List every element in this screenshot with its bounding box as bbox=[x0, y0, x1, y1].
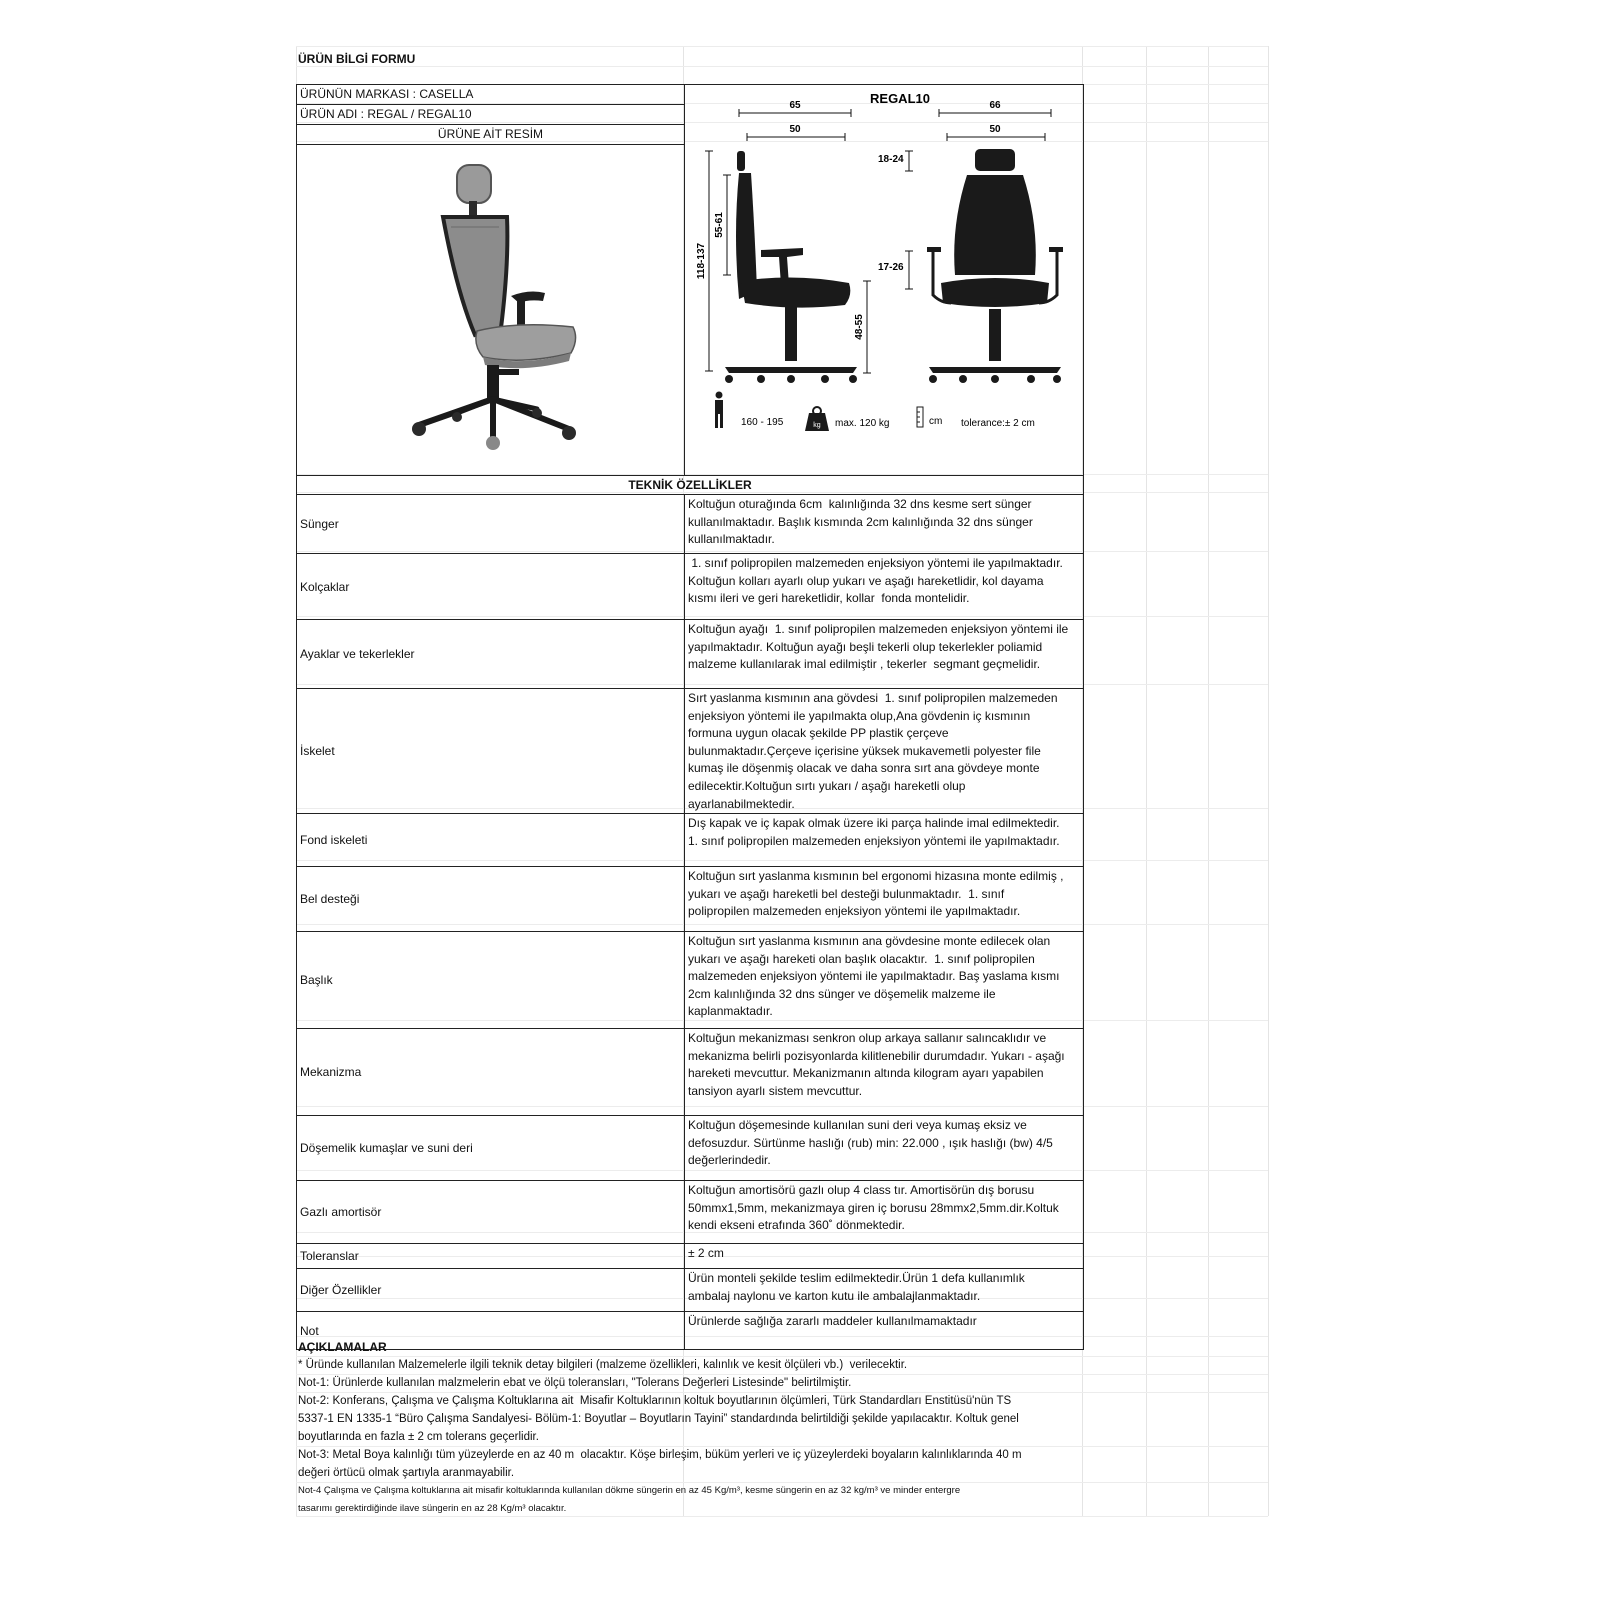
product-name-cell: ÜRÜN ADI : REGAL / REGAL10 bbox=[297, 105, 684, 125]
spec-label: Bel desteği bbox=[297, 867, 685, 931]
spec-value-line: malzemeden enjeksiyon yöntemi ile yapılmaktadır. Baş yaslama kısmı bbox=[688, 969, 1060, 984]
spec-value-line: enjeksiyon yöntemi ile yapılmakta olup,Ana gövdenin iç kısmının bbox=[688, 708, 1031, 723]
spec-value-line: ± 2 cm bbox=[688, 1246, 724, 1260]
spec-value-line: yapılmaktadır. Koltuğun ayağı beşli tekerli olup tekerlekler poliamid bbox=[688, 639, 1043, 654]
spec-value bbox=[685, 814, 1083, 866]
spec-row bbox=[297, 867, 1083, 932]
spec-value bbox=[685, 932, 1083, 1028]
spec-value-line: 50mmx1,5mm, mekanizmaya giren iç borusu 28mmx2,5mm.dir.Koltuk bbox=[688, 1200, 1059, 1215]
brand-cell: ÜRÜNÜN MARKASI : CASELLA bbox=[297, 85, 684, 105]
spec-value-line: Koltuğun sırt yaslanma kısmının ana gövdesine monte edilecek olan bbox=[688, 934, 1051, 948]
product-meta-column bbox=[297, 85, 685, 475]
technical-specs-table bbox=[297, 495, 1083, 1349]
product-photo bbox=[297, 143, 684, 475]
person-icon bbox=[716, 392, 723, 399]
spec-row bbox=[297, 1269, 1083, 1312]
note-line: Not-2: Konferans, Çalışma ve Çalışma Koltuklarına ait Misafir Koltuklarının koltuk boyutlarının ölçümleri, Türk Standardları Enstitüsü'nün TS bbox=[298, 1395, 1012, 1407]
note-line: boyutlarında en fazla ± 2 cm tolerans geçerlidir. bbox=[298, 1431, 539, 1443]
note-line: * Üründe kullanılan Malzemelerle ilgili teknik detay bilgileri (malzeme özellikleri, kalınlık ve kesit ölçüleri vb.) verilecektir. bbox=[298, 1359, 908, 1371]
spec-value-line: yukarı ve aşağı hareketli bel desteği bulunmaktadır. 1. sınıf bbox=[688, 886, 1005, 901]
spec-label: Kolçaklar bbox=[297, 554, 685, 619]
spec-value-line: değerlerindedir. bbox=[688, 1153, 771, 1168]
note4-line: Not-4 Çalışma ve Çalışma koltuklarına ait misafir koltuklarında kullanılan dökme süngerin en az 45 Kg/m³, kesme süngerin en az 32 kg/m³ ve minder entergre bbox=[298, 1485, 961, 1496]
notes-section bbox=[296, 1338, 1082, 1518]
spec-value bbox=[685, 689, 1083, 813]
unit-label: cm bbox=[929, 416, 943, 427]
spec-value-line: Koltuğun oturağında 6cm kalınlığında 32 dns kesme sert sünger bbox=[688, 497, 1032, 511]
spec-value-line: 1. sınıf polipropilen malzemeden enjeksiyon yöntemi ile yapılmaktadır. bbox=[688, 556, 1063, 570]
spec-value bbox=[685, 554, 1083, 619]
notes-list bbox=[296, 1356, 1082, 1518]
spec-value-line: kullanılmaktadır. bbox=[688, 532, 775, 547]
image-caption-cell: ÜRÜNE AİT RESİM bbox=[297, 125, 684, 145]
spec-row bbox=[297, 814, 1083, 867]
headrest-range-label: 18-24 bbox=[878, 154, 904, 165]
note-line: 5337-1 EN 1335-1 “Büro Çalışma Sandalyesi- Bölüm-1: Boyutlar – Boyutların Tayini” standardında belirtildiği şekilde yapılacaktır. Koltuk genel bbox=[298, 1413, 1019, 1425]
spec-value-line: hareketi mevcuttur. Mekanizmanın altında kilogram ayarı yapabilen bbox=[688, 1066, 1044, 1081]
front-width-inner-label: 50 bbox=[989, 124, 1001, 135]
chair-photo-illustration bbox=[297, 143, 684, 475]
spec-value-line: Koltuğun mekanizması senkron olup arkaya sallanır salıncaklıdır ve bbox=[688, 1031, 1047, 1045]
spec-value-line: kısmı ileri ve geri hareketlidir, kollar fonda montelidir. bbox=[688, 591, 970, 606]
spec-value-line: tansiyon ayarlı sistem mevcuttur. bbox=[688, 1083, 863, 1098]
note-line: Not-3: Metal Boya kalınlığı tüm yüzeylerde en az 40 m olacaktır. Köşe birleşim, büküm yerleri ve iç yüzeylerdeki boyaların kalınlıklarında 40 m bbox=[298, 1449, 1022, 1461]
spec-row bbox=[297, 1029, 1083, 1116]
total-height-label: 118-137 bbox=[696, 242, 707, 280]
note4-line: tasarımı gerektirdiğinde ilave süngerin en az 28 Kg/m³ olacaktır. bbox=[298, 1503, 567, 1514]
spec-value-line: 2cm kalınlığında 32 dns sünger ve döşemelik malzeme ile bbox=[688, 986, 996, 1001]
user-height-label: 160 - 195 bbox=[741, 417, 784, 428]
spec-row bbox=[297, 689, 1083, 814]
form-title: ÜRÜN BİLGİ FORMU bbox=[298, 52, 416, 66]
spec-label: İskelet bbox=[297, 689, 685, 813]
spec-value-line: malzeme kullanılarak imal edilmiştir , tekerler segmant geçmelidir. bbox=[688, 657, 1041, 672]
front-width-outer-label: 66 bbox=[989, 100, 1001, 111]
spec-value bbox=[685, 867, 1083, 931]
notes-header: AÇIKLAMALAR bbox=[298, 1340, 387, 1354]
spec-value-line: Koltuğun amortisörü gazlı olup 4 class tır. Amortisörün dış borusu bbox=[688, 1183, 1035, 1197]
note-line: değeri örtücü olmak şartıyla aranmayabilir. bbox=[298, 1467, 515, 1479]
spec-row bbox=[297, 620, 1083, 689]
spec-label: Not bbox=[297, 1312, 685, 1349]
spec-value-line: Ürünlerde sağlığa zararlı maddeler kullanılmamaktadır bbox=[688, 1314, 977, 1328]
spec-value-line: 1. sınıf polipropilen malzemeden enjeksiyon yöntemi ile yapılmaktadır. bbox=[688, 833, 1060, 848]
spec-row bbox=[297, 932, 1083, 1029]
spec-value-line: edilecektir.Koltuğun sırtı yukarı / aşağı hareketli olup bbox=[688, 778, 966, 793]
technical-specs-header: TEKNİK ÖZELLİKLER bbox=[297, 476, 1083, 495]
spec-value bbox=[685, 1269, 1083, 1311]
spec-label: Toleranslar bbox=[297, 1244, 685, 1268]
spec-value-line: polipropilen malzemeden enjeksiyon yöntemi ile yapılmaktadır. bbox=[688, 904, 1021, 919]
spec-label: Mekanizma bbox=[297, 1029, 685, 1115]
spec-value bbox=[685, 495, 1083, 553]
form-frame bbox=[296, 84, 1084, 1350]
spec-value-line: bulunmaktadır.Çerçeve içerisine yüksek mukavemetli polyester file bbox=[688, 743, 1041, 758]
spec-value bbox=[685, 1116, 1083, 1180]
spec-label: Gazlı amortisör bbox=[297, 1181, 685, 1243]
spec-value-line: yukarı ve aşağı hareketi olan başlık olacaktır. 1. sınıf polipropilen bbox=[688, 951, 1035, 966]
spec-value-line: Koltuğun ayağı 1. sınıf polipropilen malzemeden enjeksiyon yöntemi ile bbox=[688, 622, 1069, 636]
dimension-drawing bbox=[685, 85, 1083, 475]
spec-row bbox=[297, 1116, 1083, 1181]
spec-row bbox=[297, 554, 1083, 620]
spec-value-line: defosuzdur. Sürtünme haslığı (rub) min: 22.000 , ışık haslığı (bw) 4/5 bbox=[688, 1135, 1053, 1150]
tolerance-label: tolerance:± 2 cm bbox=[961, 418, 1035, 429]
spec-value bbox=[685, 1029, 1083, 1115]
spec-value-line: kendi ekseni etrafında 360˚ dönmektedir. bbox=[688, 1218, 905, 1233]
note-line: Not-1: Ürünlerde kullanılan malzmelerin ebat ve ölçü toleransları, "Tolerans Değerleri Listesinde" belirtilmiştir. bbox=[298, 1377, 852, 1389]
spec-value bbox=[685, 620, 1083, 688]
spec-label: Döşemelik kumaşlar ve suni deri bbox=[297, 1116, 685, 1180]
spec-value bbox=[685, 1244, 1083, 1268]
side-width-inner-label: 50 bbox=[789, 124, 801, 135]
side-width-outer-label: 65 bbox=[789, 100, 801, 111]
spec-value-line: Koltuğun döşemesinde kullanılan suni deri veya kumaş eksiz ve bbox=[688, 1118, 1027, 1132]
max-load-label: max. 120 kg bbox=[835, 418, 890, 429]
spec-value-line: kumaş ile döşenmiş olacak ve daha sonra sırt ana gövdeye monte bbox=[688, 761, 1040, 776]
weight-icon-label: kg bbox=[813, 422, 821, 429]
spec-value-line: formuna uygun olacak şekilde PP plastik çerçeve bbox=[688, 726, 949, 741]
back-height-label: 55-61 bbox=[714, 212, 725, 238]
chair-dimension-drawing bbox=[685, 85, 1083, 475]
spec-value-line: Sırt yaslanma kısmının ana gövdesi 1. sınıf polipropilen malzemeden bbox=[688, 691, 1058, 705]
spec-value-line: Ürün monteli şekilde teslim edilmektedir.Ürün 1 defa kullanımlık bbox=[688, 1271, 1025, 1285]
spec-value bbox=[685, 1181, 1083, 1243]
spec-value-line: kullanılmaktadır. Başlık kısmında 2cm kalınlığında 32 dns sünger bbox=[688, 514, 1033, 529]
spec-label: Başlık bbox=[297, 932, 685, 1028]
spec-value-line: ambalaj naylonu ve karton kutu ile ambalajlanmaktadır. bbox=[688, 1288, 981, 1303]
spec-label: Fond iskeleti bbox=[297, 814, 685, 866]
product-header-block bbox=[297, 85, 1083, 476]
spec-value-line: Koltuğun kolları ayarlı olup yukarı ve aşağı hareketlidir, kol dayama bbox=[688, 573, 1044, 588]
spec-value-line: mekanizma belirli pozisyonlarda kilitlenebilir durumdadır. Yukarı - aşağı bbox=[688, 1048, 1065, 1063]
spec-value-line: ayarlanabilmektedir. bbox=[688, 796, 795, 811]
seat-height-label: 48-55 bbox=[854, 314, 865, 340]
model-label: REGAL10 bbox=[870, 91, 930, 106]
spec-value-line: kaplanmaktadır. bbox=[688, 1004, 773, 1019]
spec-row bbox=[297, 1181, 1083, 1244]
armrest-range-label: 17-26 bbox=[878, 262, 904, 273]
technical-drawing-column bbox=[685, 85, 1083, 475]
spec-label: Ayaklar ve tekerlekler bbox=[297, 620, 685, 688]
spec-label: Diğer Özellikler bbox=[297, 1269, 685, 1311]
spec-value-line: Koltuğun sırt yaslanma kısmının bel ergonomi hizasına monte edilmiş , bbox=[688, 869, 1064, 883]
spec-value-line: Dış kapak ve iç kapak olmak üzere iki parça halinde imal edilmektedir. bbox=[688, 816, 1060, 830]
spec-row bbox=[297, 495, 1083, 554]
spec-label: Sünger bbox=[297, 495, 685, 553]
spec-row bbox=[297, 1244, 1083, 1269]
